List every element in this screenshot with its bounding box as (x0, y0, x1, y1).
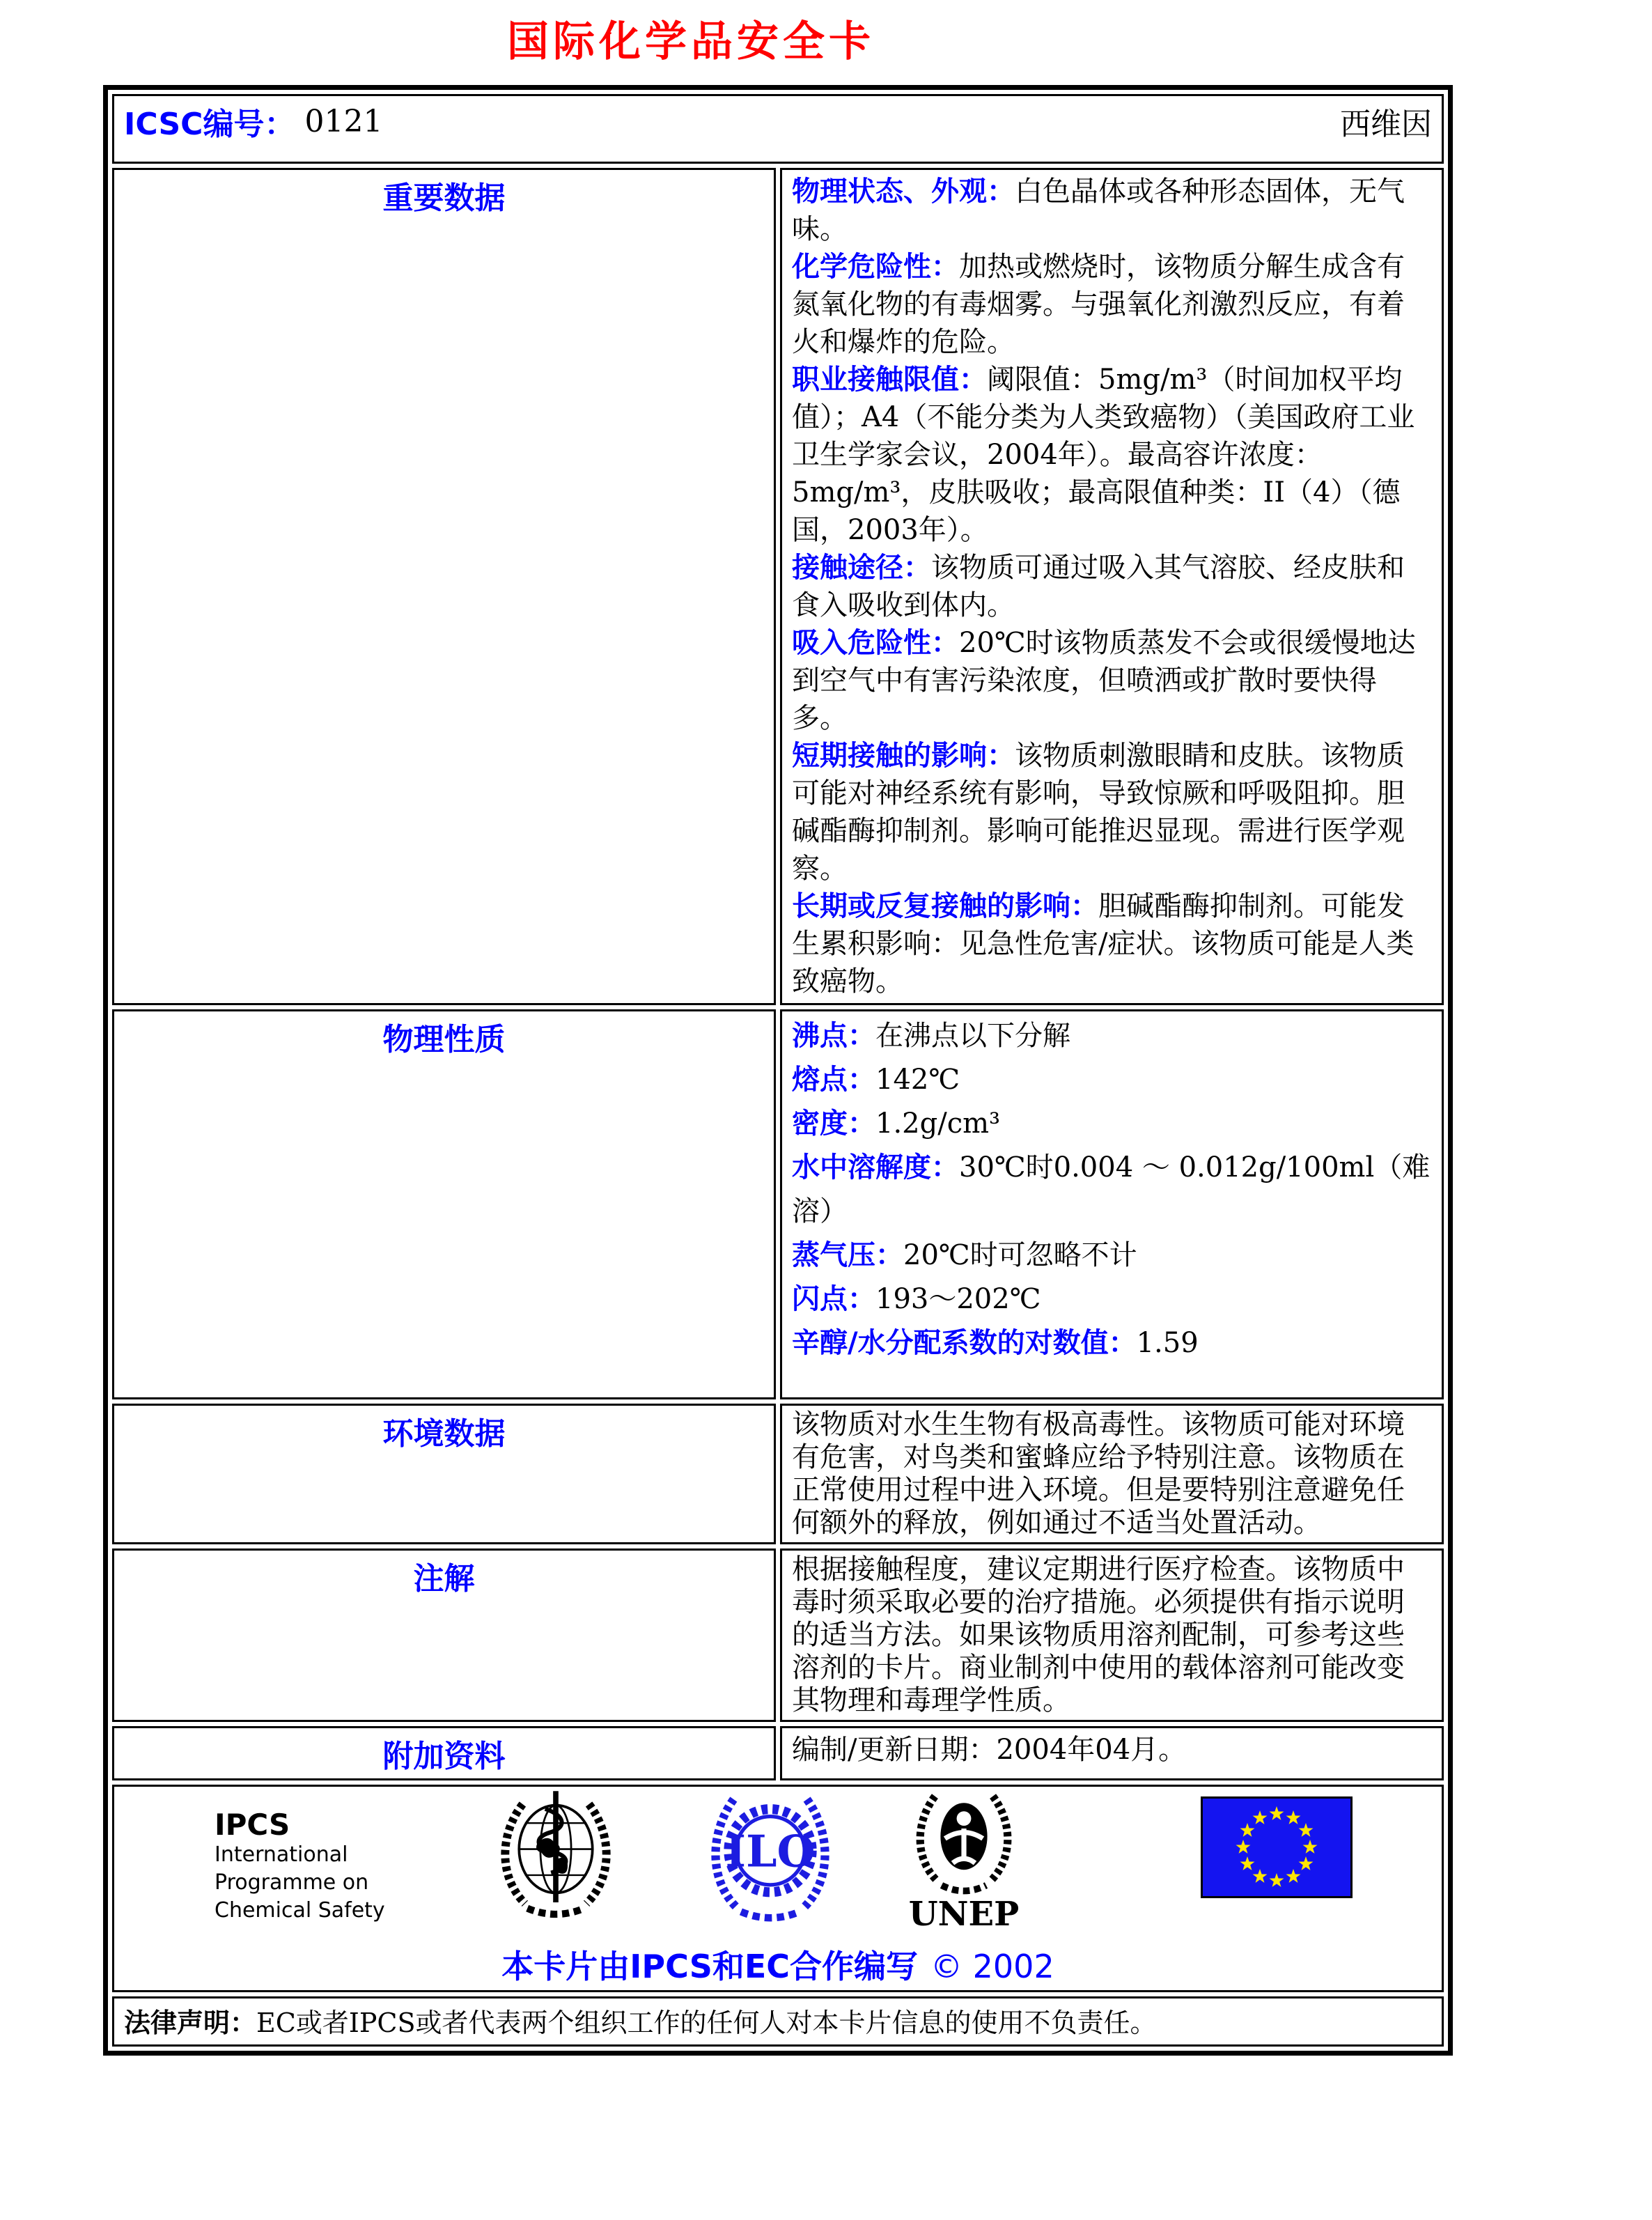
field-value: 193～202℃ (875, 1283, 1041, 1315)
notes-text: 根据接触程度，建议定期进行医疗检查。该物质中毒时须采取必要的治疗措施。必须提供有指示说明的适当方法。如果该物质用溶剂配制，可参考这些溶剂的卡片。商业制剂中使用的载体溶剂可能改变其物理和毒理学性质。 (792, 1553, 1405, 1716)
field-value: 该物质可通过吸入其气溶胶、经皮肤和食入吸收到体内。 (792, 552, 1405, 621)
who-logo (497, 1790, 615, 1929)
physical-properties-label: 物理性质 (112, 1009, 776, 1399)
field-chemical-danger (792, 248, 1432, 361)
environmental-data-row (112, 1404, 1444, 1544)
field-label: 密度： (792, 1108, 875, 1140)
important-data-content (780, 168, 1444, 1005)
field-label: 短期接触的影响： (792, 740, 1015, 772)
legal-notice-text: EC或者IPCS或者代表两个组织工作的任何人对本卡片信息的使用不负责任。 (256, 2008, 1157, 2038)
legal-notice-label: 法律声明： (124, 2008, 257, 2038)
field-short-term-effects (792, 737, 1432, 887)
additional-info-text: 编制/更新日期：2004年04月。 (792, 1734, 1187, 1766)
notes-row (112, 1548, 1444, 1722)
ipcs-line2: Programme on (215, 1870, 369, 1895)
page-title: 国际化学品安全卡 (507, 17, 875, 66)
header-row (112, 94, 1444, 164)
field-value: 胆碱酯酶抑制剂。可能发生累积影响：见急性危害/症状。该物质可能是人类致癌物。 (792, 890, 1415, 998)
field-label: 沸点： (792, 1020, 875, 1052)
field-melting-point (792, 1058, 1432, 1102)
chemical-name: 西维因 (1340, 107, 1432, 142)
caption-text: 本卡片由IPCS和EC合作编写 (501, 1948, 919, 1985)
field-exposure-routes (792, 549, 1432, 624)
field-label: 职业接触限值： (792, 364, 987, 396)
field-value: 在沸点以下分解 (875, 1020, 1070, 1052)
unep-logo (898, 1790, 1030, 1934)
ipcs-line3: Chemical Safety (215, 1898, 385, 1923)
important-data-row (112, 168, 1444, 1005)
field-log-pow (792, 1321, 1432, 1365)
field-value: 白色晶体或各种形态固体，无气味。 (792, 176, 1405, 245)
icsc-number-label: ICSC编号： (124, 107, 295, 142)
icsc-number: 0121 (304, 103, 383, 139)
notes-content (780, 1548, 1444, 1722)
field-vapor-pressure (792, 1234, 1432, 1278)
field-label: 水中溶解度： (792, 1151, 959, 1183)
field-label: 接触途径： (792, 552, 931, 584)
field-label: 辛醇/水分配系数的对数值： (792, 1327, 1137, 1359)
field-water-solubility (792, 1146, 1432, 1234)
organization-logos (124, 1790, 1432, 1934)
field-label: 吸入危险性： (792, 627, 959, 659)
ipcs-acronym: IPCS (215, 1808, 290, 1842)
additional-info-content (780, 1726, 1444, 1780)
ilo-letters: ILO (725, 1825, 816, 1877)
field-label: 闪点： (792, 1283, 875, 1315)
field-value: 阈限值：5mg/m³（时间加权平均值）；A4（不能分类为人类致癌物）（美国政府工业卫生学家会议，2004年）。最高容许浓度：5mg/m³，皮肤吸收；最高限值种类：II（4）（德国，2003年）。 (792, 364, 1415, 546)
additional-info-row (112, 1726, 1444, 1780)
field-density (792, 1102, 1432, 1146)
field-value: 加热或燃烧时，该物质分解生成含有氮氧化物的有毒烟雾。与强氧化剂激烈反应，有着火和爆炸的危险。 (792, 251, 1405, 358)
field-flash-point (792, 1278, 1432, 1321)
field-exposure-limits (792, 361, 1432, 549)
field-value: 30℃时0.004 ～ 0.012g/100ml（难溶） (792, 1151, 1431, 1227)
field-long-term-effects (792, 887, 1432, 1000)
card-header (124, 99, 1432, 143)
field-value: 1.59 (1136, 1327, 1199, 1359)
additional-info-label: 附加资料 (112, 1726, 776, 1780)
notes-label: 注解 (112, 1548, 776, 1722)
field-boiling-point (792, 1014, 1432, 1058)
important-data-label: 重要数据 (112, 168, 776, 1005)
legal-row (112, 1996, 1444, 2047)
field-label: 蒸气压： (792, 1239, 903, 1271)
physical-properties-content (780, 1009, 1444, 1399)
environmental-data-label: 环境数据 (112, 1404, 776, 1544)
field-value: 142℃ (875, 1064, 960, 1096)
field-value: 20℃时该物质蒸发不会或很缓慢地达到空气中有害污染浓度，但喷洒或扩散时要快得多。 (792, 627, 1416, 734)
field-value: 该物质刺激眼睛和皮肤。该物质可能对神经系统有影响，导致惊厥和呼吸阻抑。胆碱酯酶抑制剂。影响可能推迟显现。需进行医学观察。 (792, 740, 1405, 885)
field-label: 化学危险性： (792, 251, 959, 283)
field-inhalation-risk (792, 624, 1432, 737)
icsc-card-table (103, 85, 1453, 2056)
physical-properties-row (112, 1009, 1444, 1399)
environmental-data-text: 该物质对水生生物有极高毒性。该物质可能对环境有危害，对鸟类和蜜蜂应给予特别注意。该物质在正常使用过程中进入环境。但是要特别注意避免任何额外的释放，例如通过不适当处置活动。 (792, 1408, 1405, 1539)
field-value: 1.2g/cm³ (875, 1108, 1001, 1140)
field-label: 物理状态、外观： (792, 176, 1015, 208)
ipcs-line1: International (215, 1842, 348, 1867)
unep-letters: UNEP (908, 1895, 1019, 1934)
copyright: © 2002 (930, 1948, 1054, 1985)
ilo-logo (709, 1790, 832, 1929)
logos-row (112, 1785, 1444, 1992)
environmental-data-content (780, 1404, 1444, 1544)
field-physical-state (792, 173, 1432, 248)
eu-flag (1201, 1796, 1353, 1898)
field-label: 长期或反复接触的影响： (792, 890, 1098, 922)
field-label: 熔点： (792, 1064, 875, 1096)
ipcs-text-block (215, 1809, 385, 1925)
field-value: 20℃时可忽略不计 (903, 1239, 1137, 1271)
cooperation-caption (124, 1941, 1432, 1987)
